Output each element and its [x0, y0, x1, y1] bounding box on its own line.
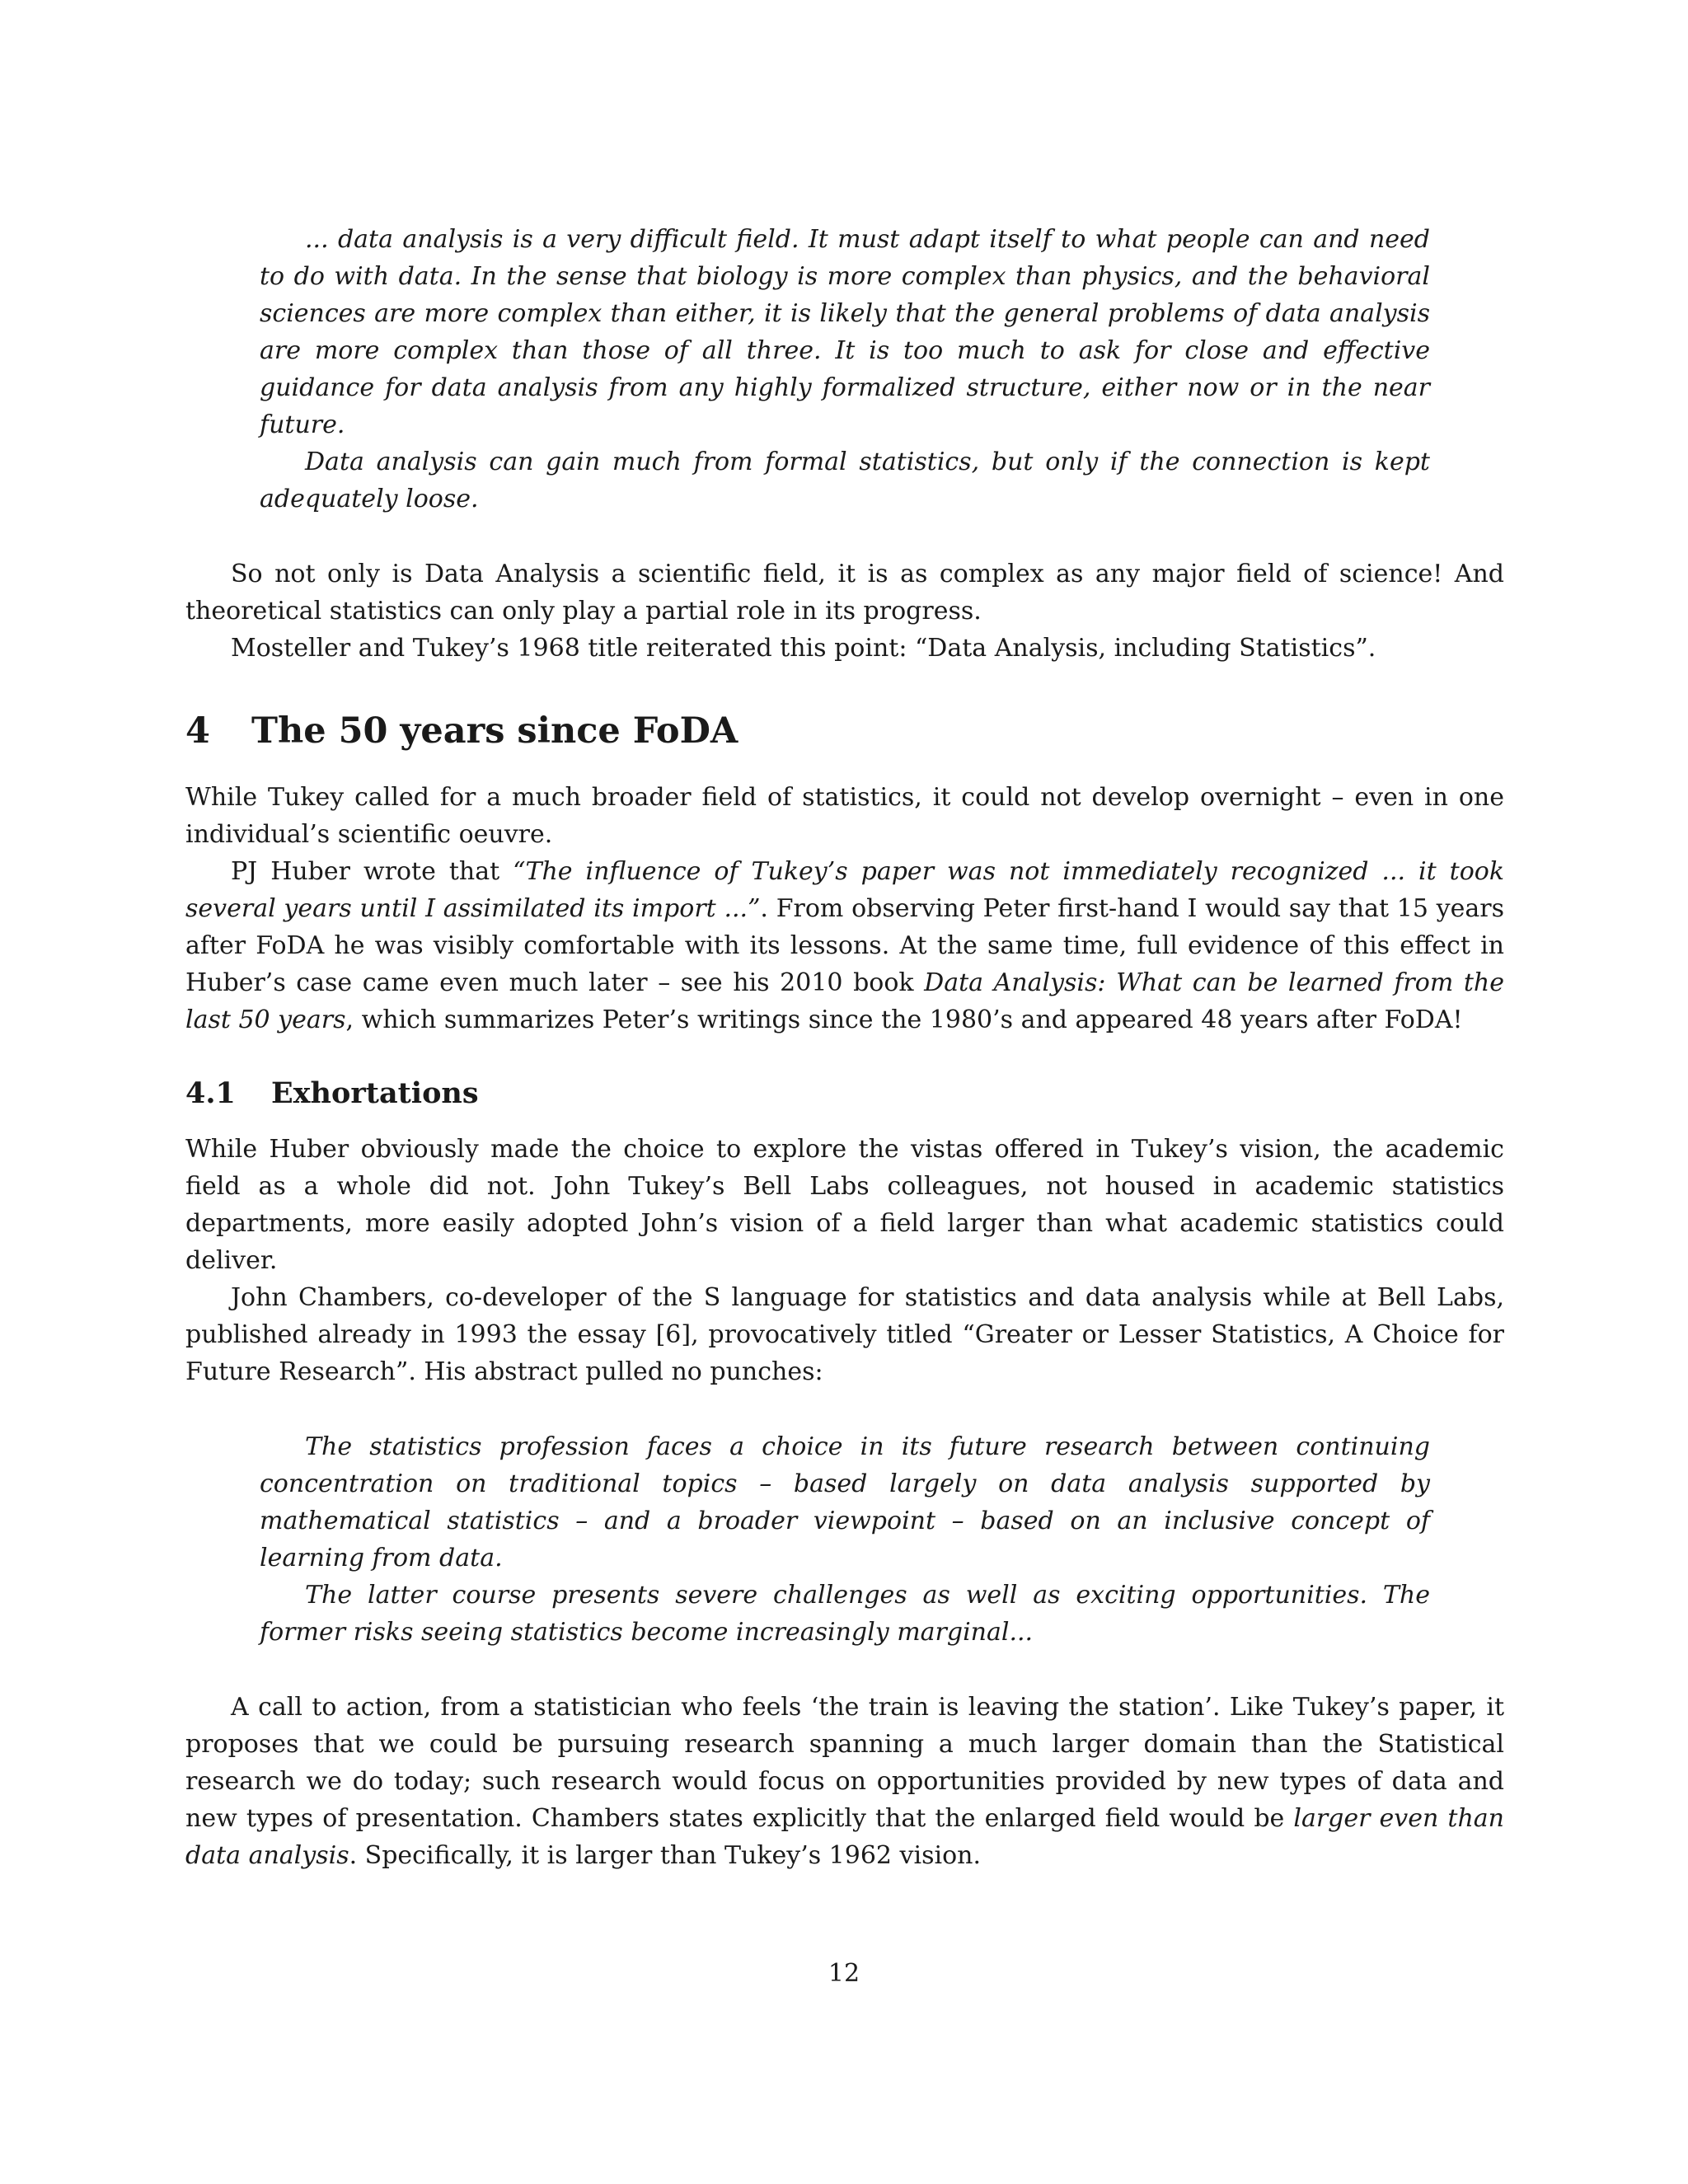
chambers-quote-paragraph-2: The latter course presents severe challenges as well as exciting opportunities. The former risks seeing statistics become increasingly marginal...: [260, 1581, 1430, 1647]
page-body: [185, 221, 1504, 1874]
tukey-quote-paragraph-2: Data analysis can gain much from formal statistics, but only if the connection is kept adequately loose.: [260, 448, 1430, 513]
subsection-title: Exhortations: [271, 1076, 479, 1110]
huber-quote: “The influence of Tukey’s paper was not immediately recognized ... it took several years until I assimilated its import ...”: [185, 857, 1505, 923]
paragraph-mosteller-tukey: Mosteller and Tukey’s 1968 title reiterated this point: “Data Analysis, including Statistics”.: [231, 634, 1376, 663]
page-number: 12: [828, 1959, 860, 1988]
huber-tail-text: , which summarizes Peter’s writings since the 1980’s and appeared 48 years after FoDA!: [345, 1005, 1463, 1034]
section-heading-4: [185, 706, 1504, 756]
huber-lead-text: PJ Huber wrote that: [231, 857, 513, 886]
paragraph-tukey-broader-field: While Tukey called for a much broader field of statistics, it could not develop overnight – even in one individual’s scientific oeuvre.: [185, 783, 1504, 849]
huber-middle-text: . From observing Peter first-hand I would say that 15 years after FoDA he was visibly comfortable with its lessons. At the same time, full evidence of this effect in Huber’s case came even much later – see his 2010 book: [185, 894, 1505, 997]
subsection-heading-4-1: [185, 1073, 1504, 1114]
paragraph-huber-choice: While Huber obviously made the choice to explore the vistas offered in Tukey’s vision, the academic field as a whole did not. John Tukey’s Bell Labs colleagues, not housed in academic statistics departments, more easily adopted John’s vision of a field larger than what academic statistics could deliver.: [185, 1135, 1504, 1275]
call-lead-text: A call to action, from a statistician who feels ‘the train is leaving the station’. Like Tukey’s paper, it proposes that we could be pursuing research spanning a much larger domain than the Statistical research we do today; such research would focus on opportunities provided by new types of data and new types of presentation. Chambers states explicitly that the enlarged field would be: [185, 1693, 1504, 1833]
paragraph-chambers: John Chambers, co-developer of the S language for statistics and data analysis while at Bell Labs, published already in 1993 the essay [6], provocatively titled “Greater or Lesser Statistics, A Choice for Future Research”. His abstract pulled no punches:: [185, 1283, 1504, 1386]
paragraph-call-to-action: [185, 1689, 1504, 1874]
section-title: The 50 years since FoDA: [251, 710, 738, 752]
huber-book-title: Data Analysis: What can be learned from the last 50 years: [185, 968, 1504, 1034]
call-tail-text: . Specifically, it is larger than Tukey’s 1962 vision.: [349, 1841, 981, 1870]
subsection-number: 4.1: [185, 1076, 236, 1110]
tukey-quote-paragraph-1: ... data analysis is a very difficult field. It must adapt itself to what people can and need to do with data. In the sense that biology is more complex than physics, and the behavioral sciences are more complex than either, it is likely that the general problems of data analysis are more complex than those of all three. It is too much to ask for close and effective guidance for data analysis from any highly formalized structure, either now or in the near future.: [260, 225, 1430, 439]
paragraph-data-analysis-complex: So not only is Data Analysis a scientific field, it is as complex as any major field of science! And theoretical statistics can only play a partial role in its progress.: [185, 560, 1504, 626]
paragraph-huber: [185, 853, 1504, 1038]
chambers-block-quote: [260, 1428, 1430, 1651]
chambers-quote-paragraph-1: The statistics profession faces a choice in its future research between continuing concentration on traditional topics – based largely on data analysis supported by mathematical statistics – and a broader viewpoint – based on an inclusive concept of learning from data.: [260, 1432, 1430, 1572]
tukey-block-quote: [260, 221, 1430, 518]
call-emphasis: larger even than data analysis: [185, 1804, 1504, 1870]
section-number: 4: [185, 710, 210, 752]
